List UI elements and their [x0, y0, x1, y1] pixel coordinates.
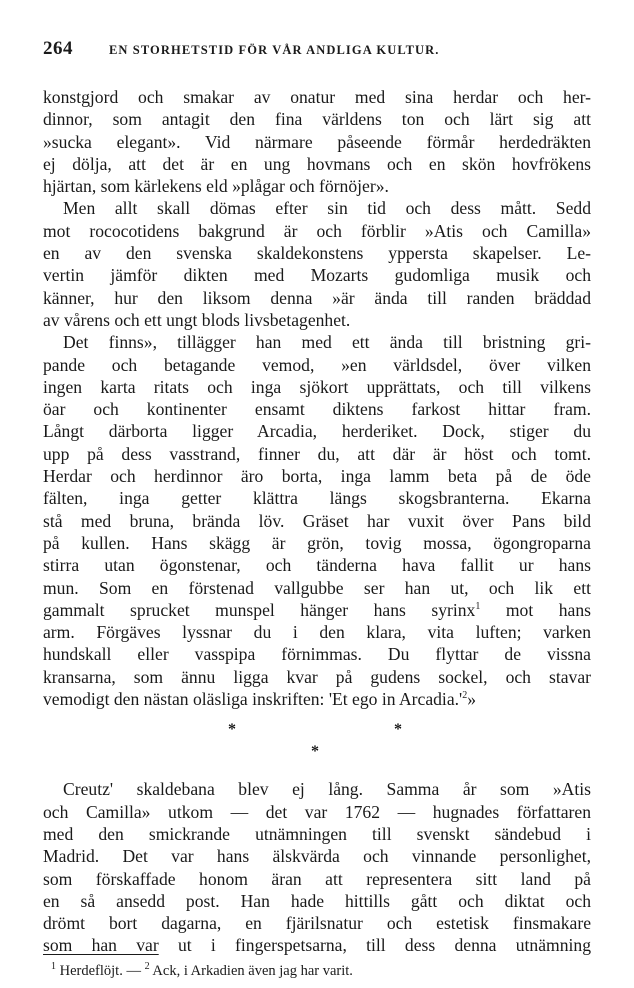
syrinx-tail: mot hans: [505, 599, 591, 620]
body-text: [43, 86, 591, 710]
syrinx-text: gammalt sprucket munspel hänger hans syrinx: [43, 599, 476, 620]
section-2-text: [43, 778, 591, 956]
footnotes: [43, 961, 591, 981]
book-page: [43, 38, 591, 981]
text-line: kransarna, som ännu ligga kvar på gudens sockel, och stavar: [43, 666, 591, 687]
text-line: pande och betagande vemod, »en världsdel, över vilken: [43, 354, 591, 375]
text-line: stirra utan ögonstenar, och tänderna hava fallit ur hans: [43, 555, 591, 576]
text-line: som förskaffade honom äran att representera sitt land på: [43, 868, 591, 889]
text-line: arm. Förgäves lyssnar du i den klara, vita luften; varken: [43, 622, 591, 643]
text-line: ingen karta ritats och inga sjökort upprättats, och till vilkens: [43, 376, 591, 397]
text-line: en så ansedd post. Han hade hittills gått och diktat och: [43, 890, 591, 911]
text-line: vertin jämför dikten med Mozarts gudomliga musik och: [43, 265, 591, 286]
text-line: hundskall eller vasspipa förnimmas. Du flyttar de vissna: [43, 644, 591, 665]
text-line-last: [43, 934, 591, 956]
text-line: och Camilla» utkom — det var 1762 — hugnades författaren: [43, 801, 591, 822]
text-line: stå med bruna, brända löv. Gräset har vuxit över Pans bild: [43, 510, 591, 531]
text-line: mot rococotidens bakgrund är och förblir »Atis och Camilla»: [43, 220, 591, 241]
asterisk-right: *: [394, 721, 402, 739]
inscription-text: vemodigt den nästan oläsliga inskriften: 'Et ego in Arcadia.': [43, 689, 463, 710]
text-line: hjärtan, som kärlekens eld »plågar och förnöjer».: [43, 176, 389, 197]
quote-close: »: [467, 689, 476, 710]
footnote-1: Herdeflöjt.: [59, 962, 123, 979]
running-head: [43, 38, 591, 68]
asterisk-middle: *: [311, 743, 319, 761]
text-line: Creutz' skaldebana blev ej lång. Samma år som »Atis: [63, 779, 591, 800]
text-line: Långt därborta ligger Arcadia, herderiket. Dock, stiger du: [43, 421, 591, 442]
text-line: Det finns», tillägger han med ett ända till bristning gri-: [63, 332, 591, 353]
text-line: fälten, inga getter klättra längs skogsbranterna. Ekarna: [43, 488, 591, 509]
footnote-marker-1: 1: [51, 960, 56, 972]
text-line: Men allt skall dömas efter sin tid och dess mått. Sedd: [63, 198, 591, 219]
section-separator: [43, 722, 591, 778]
text-line: upp på dess vasstrand, finner du, att där är höst och tomt.: [43, 443, 591, 464]
footnote-ref-1: 1: [475, 600, 481, 612]
text-line: Madrid. Det var hans älskvärda och vinnande personlighet,: [43, 846, 591, 867]
text-line-inscription: [43, 688, 591, 710]
text-line: på kullen. Hans skägg är grön, tovig mossa, ögongroparna: [43, 532, 591, 553]
text-line: konstgjord och smakar av onatur med sina herdar och her-: [43, 87, 591, 107]
footnote-dash: —: [126, 962, 141, 979]
text-line: »sucka elegant». Vid närmare påseende förmår herdedräkten: [43, 131, 591, 152]
text-line: med den smickrande utnämningen till svenskt sändebud i: [43, 823, 591, 844]
asterisk-left: *: [228, 721, 236, 739]
page-number: 264: [43, 38, 73, 59]
underlined-phrase: som han var: [43, 935, 159, 956]
text-line: av vårens och ett ungt blods livsbetagenhet.: [43, 309, 351, 330]
text-line: känner, hur den liksom denna »är ända till randen bräddad: [43, 287, 591, 308]
running-title: EN STORHETSTID FÖR VÅR ANDLIGA KULTUR.: [109, 43, 440, 57]
text-line: mun. Som en förstenad vallgubbe ser han ut, och lik ett: [43, 577, 591, 598]
text-line-syrinx: [43, 599, 591, 621]
footnote-2: Ack, i Arkadien även jag har varit.: [152, 962, 353, 979]
text-line: öar och kontinenter ensamt diktens farkost hittar fram.: [43, 399, 591, 420]
footnote-marker-2: 2: [144, 960, 150, 972]
text-line: dinnor, som antagit den fina världens ton och lärt sig att: [43, 109, 591, 130]
spacer: [43, 710, 591, 722]
text-line: drömt bort dagarna, en fjärilsnatur och estetisk finsmakare: [43, 913, 591, 934]
last-line-rest: ut i fingerspetsarna, till dess denna utnämning: [177, 935, 591, 956]
text-line: en av den svenska skaldekonstens yppersta skapelser. Le-: [43, 243, 591, 264]
text-line: ej dölja, att det är en ung hovmans och en skön hovfrökens: [43, 153, 591, 174]
footnote-ref-2: 2: [462, 690, 468, 702]
text-line: Herdar och herdinnor äro borta, inga lamm beta på de öde: [43, 466, 591, 487]
